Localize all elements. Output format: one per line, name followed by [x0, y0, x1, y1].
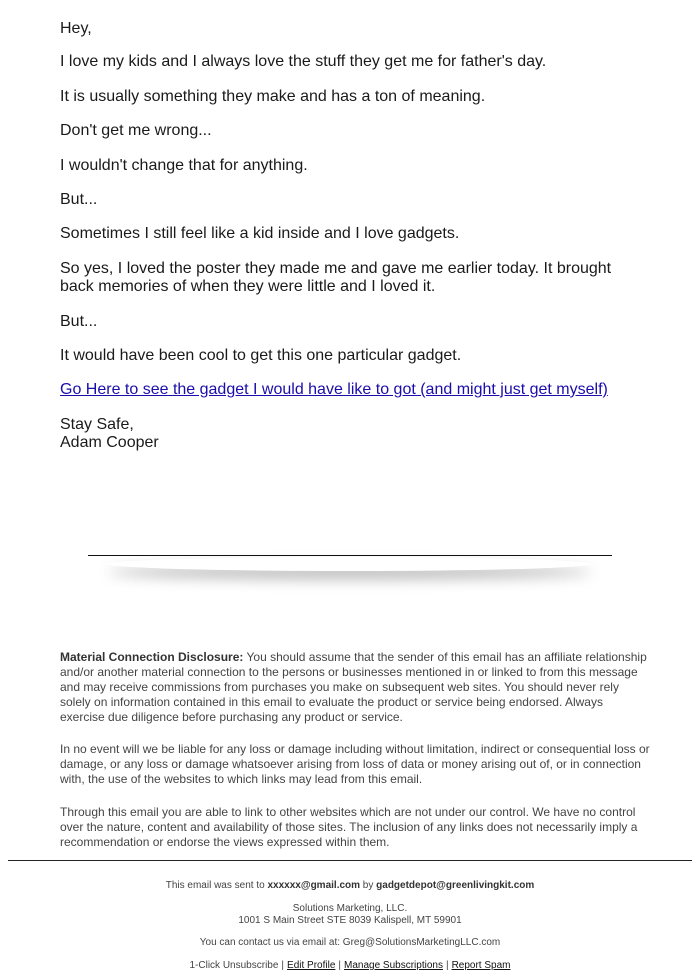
- body-paragraph: I love my kids and I always love the stuff they get me for father's day.: [60, 53, 547, 70]
- separator: |: [281, 960, 285, 971]
- edit-profile-link[interactable]: Edit Profile: [287, 960, 336, 971]
- company-name: Solutions Marketing, LLC.: [292, 903, 408, 914]
- unsubscribe-label[interactable]: 1-Click Unsubscribe: [189, 960, 279, 971]
- material-connection-disclosure: [60, 650, 650, 725]
- sent-prefix: This email was sent to: [165, 880, 268, 891]
- signoff: Stay Safe,: [60, 416, 134, 433]
- disclosure-text: You should assume that the sender of this email has an affiliate relationship and/or another material connection to the persons or businesses mentioned in or linked to from this message and may receive commissions from purchases you make on subsequent web sites. You should never rely solely on information contained in this email to evaluate the product or service being endorsed. Always exercise due diligence before purchasing any product or service.: [60, 650, 647, 724]
- separator: |: [338, 960, 341, 971]
- divider-line: [88, 555, 612, 556]
- greeting: Hey,: [60, 20, 92, 37]
- body-paragraph: So yes, I loved the poster they made me and gave me earlier today. It brought back memories of when they were little and I loved it.: [60, 260, 612, 295]
- sent-to-line: [0, 880, 700, 892]
- company-address: 1001 S Main Street STE 8039 Kalispell, MT 59901: [238, 915, 462, 926]
- body-paragraph: Sometimes I still feel like a kid inside and I love gadgets.: [60, 225, 460, 242]
- body-paragraph: But...: [60, 313, 98, 330]
- liability-disclaimer: In no event will we be liable for any loss or damage including without limitation, indirect or consequential loss or damage, or any loss or damage whatsoever arising from loss of data or money arising out of, or in connection with, the use of the websites to which links may lead from this email.: [60, 742, 650, 786]
- divider-shadow: [108, 557, 592, 571]
- disclosure-heading: Material Connection Disclosure:: [60, 650, 244, 664]
- cta-link[interactable]: Go Here to see the gadget I would have like to got (and might just get myself): [60, 381, 608, 398]
- body-paragraph: It would have been cool to get this one particular gadget.: [60, 347, 462, 364]
- report-spam-link[interactable]: Report Spam: [451, 960, 511, 971]
- body-paragraph: It is usually something they make and has a ton of meaning.: [60, 88, 486, 105]
- body-paragraph: But...: [60, 191, 98, 208]
- manage-subscriptions-link[interactable]: Manage Subscriptions: [344, 960, 443, 971]
- footer-divider: [8, 860, 692, 861]
- body-paragraph: Don't get me wrong...: [60, 122, 212, 139]
- external-links-disclaimer: Through this email you are able to link to other websites which are not under our control. We have no control over the nature, content and availability of those sites. The inclusion of any links does not necessarily imply a recommendation or endorse the views expressed within them.: [60, 805, 638, 849]
- recipient-email: xxxxxx@gmail.com: [267, 880, 361, 891]
- section-divider: [88, 555, 612, 585]
- cta-link-wrap: [60, 381, 660, 399]
- sender-email: gadgetdepot@greenlivingkit.com: [376, 880, 535, 891]
- footer-links: [0, 960, 700, 972]
- signature: Adam Cooper: [60, 434, 159, 451]
- sent-by: by: [360, 880, 377, 891]
- contact-line: You can contact us via email at: Greg@SolutionsMarketingLLC.com: [199, 937, 501, 948]
- separator: |: [445, 960, 449, 971]
- body-paragraph: I wouldn't change that for anything.: [60, 157, 308, 174]
